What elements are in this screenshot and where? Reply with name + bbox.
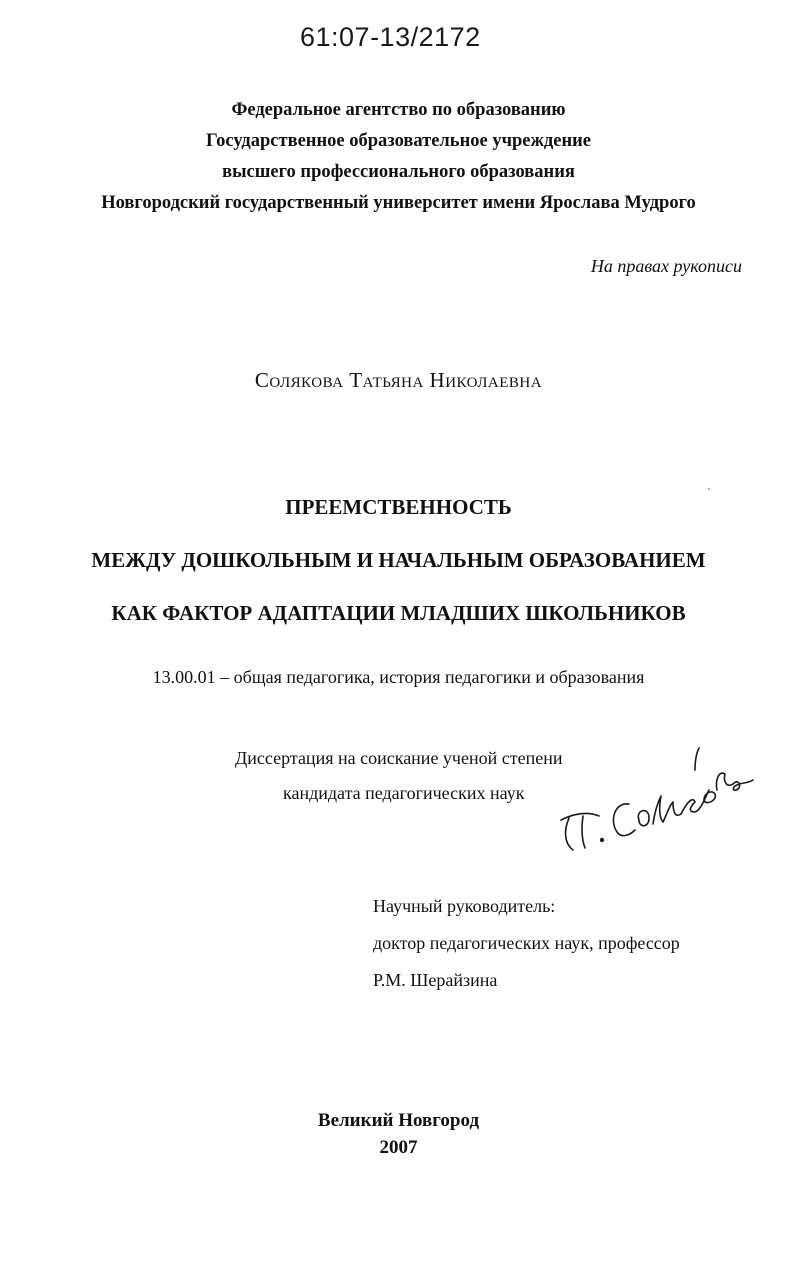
title-line: ПРЕЕМСТВЕННОСТЬ [285,495,512,519]
degree-line: Диссертация на соискание ученой степени [235,748,563,768]
organization-line: Федеральное агентство по образованию [231,100,566,120]
degree-block [235,741,562,811]
city-year-block [0,1107,797,1161]
organization-line: высшего профессионального образования [222,162,575,182]
scan-speck [708,488,710,490]
organization-block [0,95,797,219]
organization-line: Государственное образовательное учреждение [205,131,592,151]
organization-line: Новгородский государственный университет имени Ярослава Мудрого [101,193,696,213]
title-line: МЕЖДУ ДОШКОЛЬНЫМ И НАЧАЛЬНЫМ ОБРАЗОВАНИЕМ [91,548,706,572]
supervisor-name: Р.М. Шерайзина [373,970,498,990]
handwritten-signature [555,740,755,860]
supervisor-title: доктор педагогических наук, профессор [373,933,680,953]
supervisor-block [373,888,680,999]
author-name: Солякова Татьяна Николаевна [254,368,543,392]
city: Великий Новгород [317,1110,480,1131]
year: 2007 [379,1137,418,1158]
supervisor-label: Научный руководитель: [373,896,556,916]
title-line: КАК ФАКТОР АДАПТАЦИИ МЛАДШИХ ШКОЛЬНИКОВ [111,601,686,625]
degree-line: кандидата педагогических наук [283,783,525,803]
manuscript-note: На правах рукописи [590,256,742,276]
catalog-number: 61:07-13/2172 [300,22,481,52]
dissertation-title [0,481,797,640]
specialty-code: 13.00.01 – общая педагогика, история педагогики и образования [152,667,645,687]
